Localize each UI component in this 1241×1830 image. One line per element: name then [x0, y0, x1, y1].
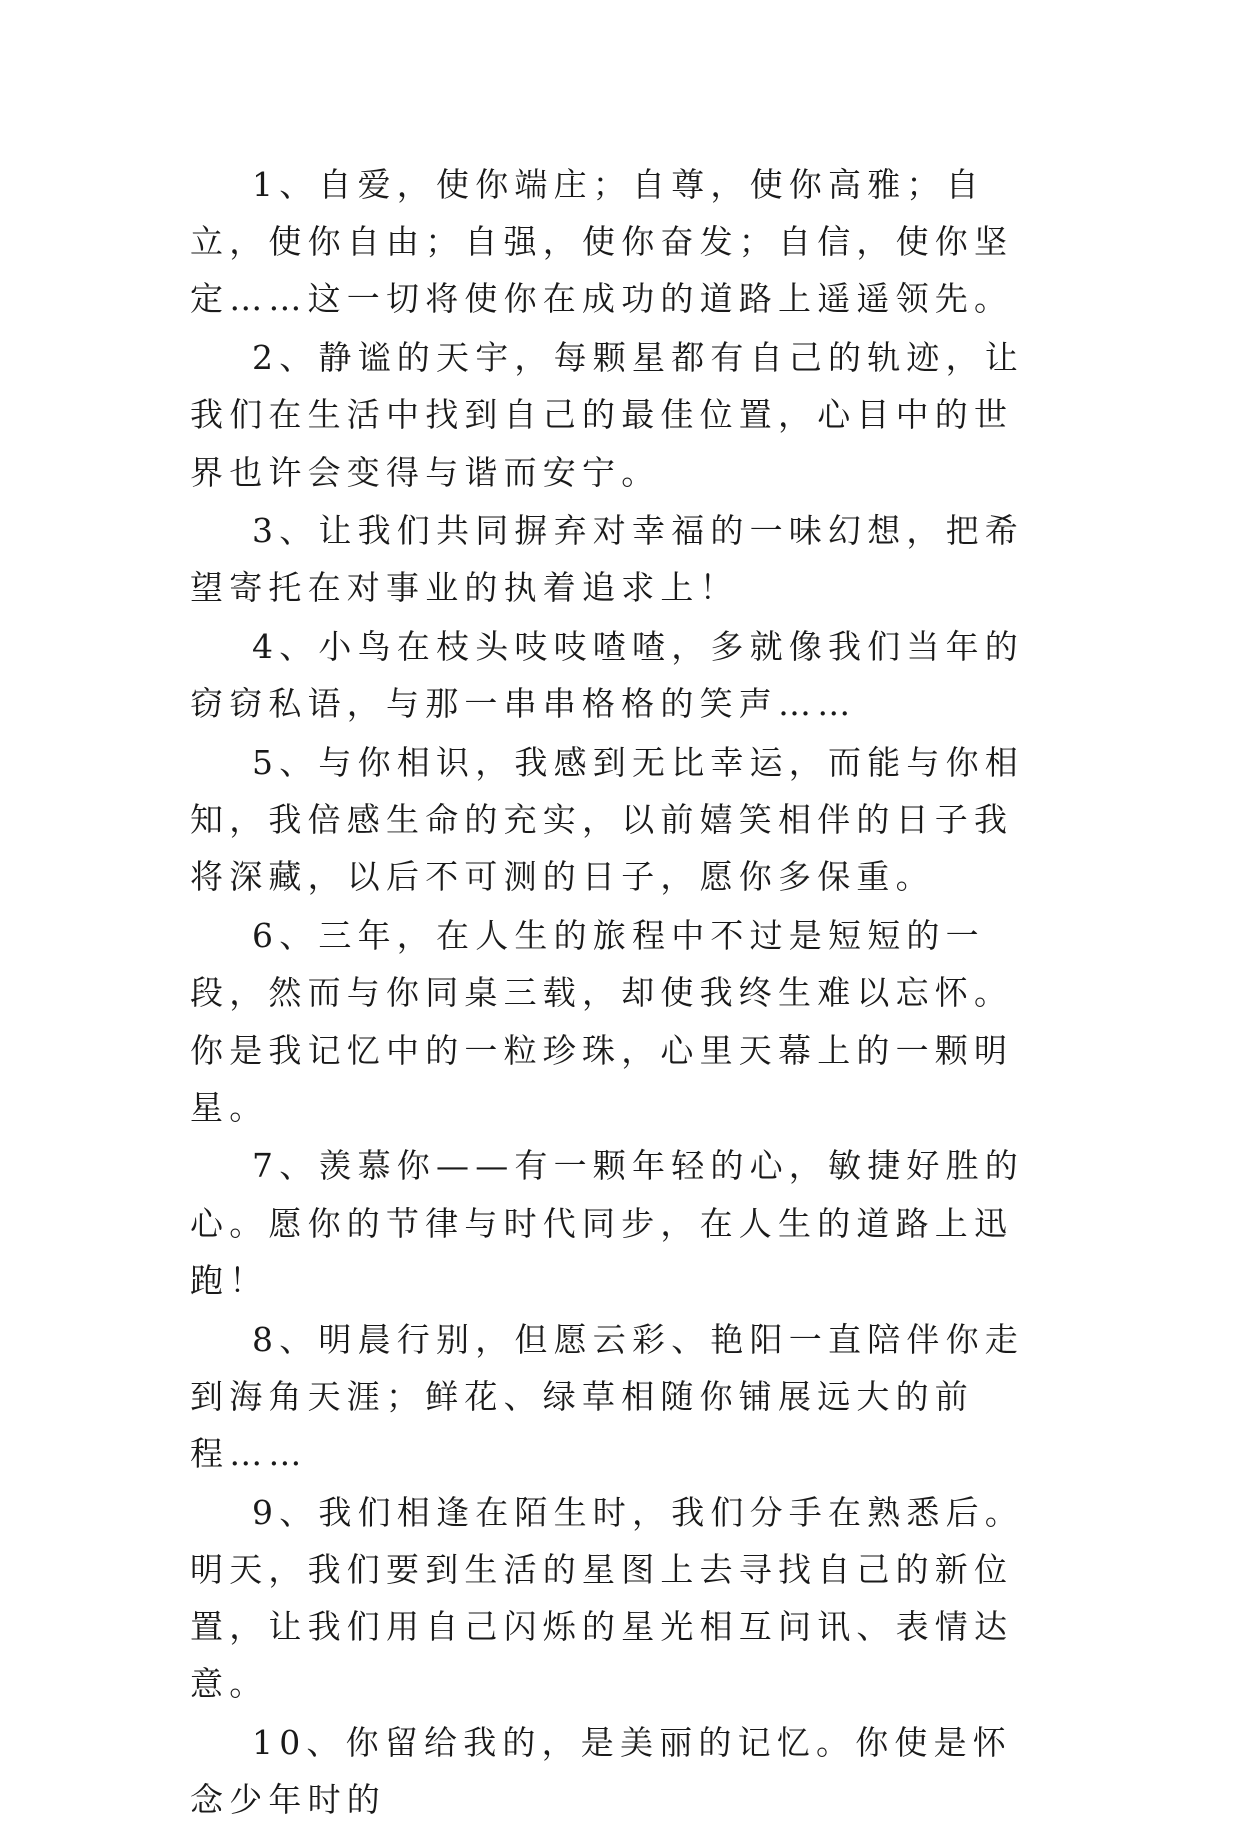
paragraph-9: 9、我们相逢在陌生时，我们分手在熟悉后。明天，我们要到生活的星图上去寻找自己的新位置，让我们用自己闪烁的星光相互问讯、表情达意。: [190, 1492, 1024, 1704]
paragraph-4: 4、小鸟在枝头吱吱喳喳，多就像我们当年的窃窃私语，与那一串串格格的笑声……: [190, 627, 1024, 724]
paragraph-1: 1、自爱，使你端庄；自尊，使你高雅；自立，使你自由；自强，使你奋发；自信，使你坚定……这一切将使你在成功的道路上遥遥领先。: [190, 165, 1014, 319]
paragraph-7: 7、羡慕你——有一颗年轻的心，敏捷好胜的心。愿你的节律与时代同步，在人生的道路上迅跑！: [190, 1146, 1024, 1300]
paragraph-5: 5、与你相识，我感到无比幸运，而能与你相知，我倍感生命的充实，以前嬉笑相伴的日子我将深藏，以后不可测的日子，愿你多保重。: [190, 743, 1024, 897]
paragraph-6: 6、三年，在人生的旅程中不过是短短的一段，然而与你同桌三载，却使我终生难以忘怀。你是我记忆中的一粒珍珠，心里天幕上的一颗明星。: [190, 916, 1014, 1127]
paragraph-2: 2、静谧的天宇，每颗星都有自己的轨迹，让我们在生活中找到自己的最佳位置，心目中的世界也许会变得与谐而安宁。: [190, 338, 1024, 492]
paragraph-3: 3、让我们共同摒弃对幸福的一味幻想，把希望寄托在对事业的执着追求上！: [190, 511, 1024, 608]
paragraph-8: 8、明晨行别，但愿云彩、艳阳一直陪伴你走到海角天涯；鲜花、绿草相随你铺展远大的前程……: [190, 1319, 1024, 1473]
paragraph-10: 10、你留给我的，是美丽的记忆。你使是怀念少年时的: [190, 1722, 1012, 1820]
document-body: [190, 156, 1050, 1830]
